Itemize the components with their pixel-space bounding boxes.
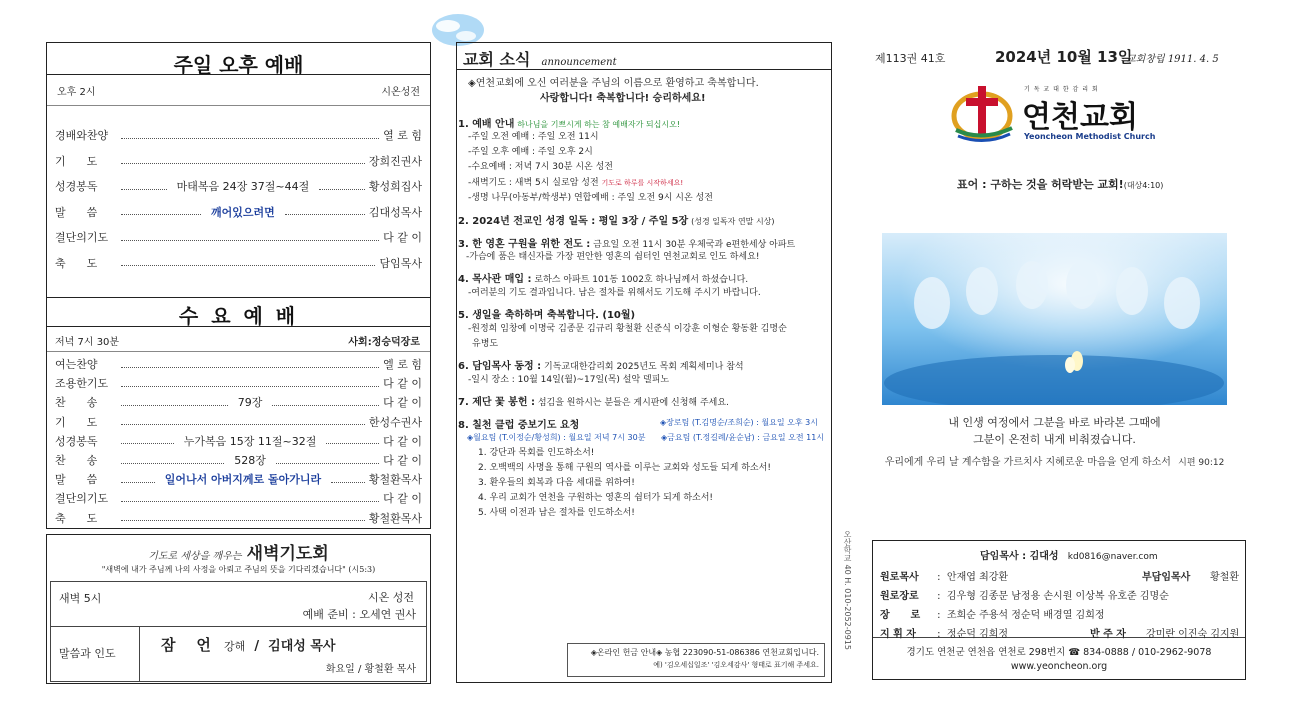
staff-role: 원로목사 bbox=[880, 572, 919, 583]
senior-label: 담임목사 : bbox=[980, 551, 1030, 562]
offering-note: 예) '김오세십일조' '김오세감사' 형태로 표기해 주세요. bbox=[653, 661, 819, 669]
dawn-prayer-panel bbox=[46, 534, 431, 684]
leader-dots bbox=[326, 437, 379, 444]
program-item-person: 황성희집사 bbox=[368, 180, 423, 193]
motto-prefix: 표어 : bbox=[957, 178, 991, 191]
program-item-label: 기 도 bbox=[55, 154, 98, 168]
leader-dots bbox=[121, 234, 379, 241]
program-item-label: 축 도 bbox=[55, 256, 98, 270]
staff-row bbox=[880, 606, 1105, 621]
prayer-2: 3. 환우들의 회복과 다음 세대를 위하여! bbox=[478, 478, 635, 488]
prayer-4: 5. 사택 이전과 남은 절차를 인도하소서! bbox=[478, 508, 635, 518]
news-title: 교회 소식 bbox=[463, 50, 531, 69]
motto bbox=[957, 176, 1163, 192]
colon: : bbox=[934, 572, 947, 583]
s5-line-2: 유병도 bbox=[472, 339, 499, 349]
program-item-label: 성경봉독 bbox=[55, 434, 98, 448]
cover-verse-text: 우리에게 우리 날 계수함을 가르치사 지혜로운 마음을 얻게 하소서 bbox=[884, 457, 1171, 468]
welcome-line: ◈연천교회에 오신 여러분을 주님의 이름으로 환영하고 축복합니다. bbox=[468, 78, 759, 89]
team-monday: ◈월요팀 (T.이정순/황성희) : 월요일 저녁 7시 30분 bbox=[467, 433, 646, 442]
program-row bbox=[55, 127, 422, 143]
leader-dots bbox=[121, 183, 167, 190]
prayer-1: 2. 오백백의 사명을 통해 구원의 역사를 이루는 교회와 성도들 되게 하소서! bbox=[478, 463, 771, 473]
s1-line-2: -수요예배 : 저녁 7시 30분 시온 성전 bbox=[468, 162, 613, 172]
news-section-5 bbox=[458, 306, 635, 321]
program-row bbox=[55, 394, 422, 410]
leader-dots bbox=[121, 476, 155, 483]
colon: : bbox=[934, 591, 947, 602]
program-item-person: 다 같 이 bbox=[383, 231, 422, 244]
program-item-person: 김대성목사 bbox=[368, 205, 422, 219]
dawn-place: 시온 성전 bbox=[367, 591, 414, 604]
s7-head: 7. 제단 꽃 봉헌 : bbox=[458, 397, 535, 408]
leader-dots bbox=[121, 380, 379, 387]
program-row bbox=[55, 356, 422, 372]
prayer-3: 4. 우리 교회가 연천을 구원하는 영혼의 쉼터가 되게 하소서! bbox=[478, 493, 714, 503]
news-section-8 bbox=[458, 416, 579, 431]
leader-dots bbox=[121, 514, 365, 521]
divider bbox=[457, 69, 831, 70]
church-emblem-icon bbox=[948, 80, 1020, 146]
s1-line-0: -주일 오전 예배 : 주일 오전 11시 bbox=[468, 132, 599, 142]
s6-line: -일시 장소 : 10월 14일(월)~17일(목) 설악 델피노 bbox=[468, 375, 670, 385]
program-row bbox=[55, 229, 422, 245]
program-item-label: 조용한기도 bbox=[55, 377, 109, 391]
poem-line-2: 그분이 온전히 내게 비춰졌습니다. bbox=[973, 433, 1136, 446]
program-item-detail: 528장 bbox=[234, 454, 266, 467]
news-section-2 bbox=[458, 212, 775, 227]
news-section-7 bbox=[458, 393, 729, 408]
divider bbox=[51, 626, 426, 627]
leader-dots bbox=[121, 399, 228, 406]
s3-line: -가슴에 품은 태신자를 가장 편안한 영혼의 쉼터인 연천교회로 인도 하세요! bbox=[466, 252, 760, 262]
wednesday-leader: 사회:정승덕장로 bbox=[348, 337, 420, 348]
prayer-0: 1. 강단과 목회를 인도하소서! bbox=[478, 448, 595, 458]
motto-text: 구하는 것을 허락받는 교회! bbox=[990, 178, 1124, 191]
colon: : bbox=[934, 610, 947, 621]
welcome-blessing: 사랑합니다! 축복합니다! 승리하세요! bbox=[540, 93, 706, 104]
divider bbox=[139, 626, 140, 681]
staff-row bbox=[880, 625, 1240, 640]
dawn-lecture-word: 강해 bbox=[223, 640, 246, 653]
s2-note: (성경 일독자 연말 시상) bbox=[691, 217, 775, 226]
s2-text: 2. 2024년 전교인 성경 일독 : 평일 3장 / 주일 5장 bbox=[458, 216, 689, 227]
program-item-person: 엘 로 힘 bbox=[383, 358, 422, 371]
program-item-label: 찬 송 bbox=[55, 454, 98, 467]
slash: / bbox=[254, 639, 260, 654]
s1-line-4: -생명 나무(아동부/학생부) 연합예배 : 주일 오전 9시 시온 성전 bbox=[468, 193, 713, 203]
program-item-person: 황철환목사 bbox=[368, 511, 422, 525]
program-item-person: 한성수권사 bbox=[368, 415, 422, 429]
program-item-person: 다 같 이 bbox=[383, 396, 422, 410]
dawn-time: 새벽 5시 bbox=[59, 592, 102, 605]
program-item-person: 다 같 이 bbox=[383, 454, 422, 467]
leader-dots bbox=[121, 495, 379, 502]
divider bbox=[47, 351, 430, 352]
program-item-label: 말 씀 bbox=[55, 205, 98, 219]
s3-text: 금요일 오전 11시 30분 우체국과 e편한세상 아파트 bbox=[593, 240, 796, 250]
staff-role: 지 휘 자 bbox=[880, 629, 916, 640]
news-offering-box bbox=[567, 643, 825, 677]
leader-dots bbox=[285, 208, 365, 215]
colon: : bbox=[934, 629, 947, 640]
program-row bbox=[55, 255, 422, 271]
leader-dots bbox=[331, 476, 365, 483]
s1-line-3-row bbox=[468, 176, 683, 190]
program-item-label: 찬 송 bbox=[55, 396, 98, 410]
senior-email: kd0816@naver.com bbox=[1067, 552, 1158, 562]
staff-names: 강미란 이진숙 김지원 bbox=[1146, 629, 1240, 640]
dawn-word-label: 말씀과 인도 bbox=[59, 647, 116, 660]
address: 경기도 연천군 연천읍 연천로 298번지 ☎ 834-0888 / 010-2962-9078 bbox=[906, 647, 1212, 658]
leader-dots bbox=[121, 418, 365, 425]
program-item-label: 결단의기도 bbox=[55, 231, 109, 244]
s1-note: 하나님을 기쁘시게 하는 참 예배자가 되십시오! bbox=[517, 120, 681, 129]
leader-dots bbox=[121, 157, 365, 164]
church-name-en: Yeoncheon Methodist Church bbox=[1024, 132, 1156, 141]
program-item-label: 결단의기도 bbox=[55, 492, 109, 506]
s7-text: 섬김을 원하시는 분들은 게시판에 신청해 주세요. bbox=[537, 398, 729, 408]
staff-names: 황철환 bbox=[1210, 572, 1239, 583]
news-title-en: announcement bbox=[541, 57, 617, 68]
program-item-detail: 마태복음 24장 37절~44절 bbox=[176, 180, 310, 193]
church-logo bbox=[948, 80, 1198, 148]
s5-line: -원정희 임창예 이명국 김종문 김규리 황철환 신준식 이강훈 이형순 황동환 김명순 bbox=[468, 324, 787, 334]
program-item-label: 말 씀 bbox=[55, 473, 98, 487]
program-row bbox=[55, 471, 422, 487]
dawn-book: 잠 언 bbox=[161, 636, 211, 654]
program-item-label: 여는찬양 bbox=[55, 358, 98, 371]
denomination: 기 독 교 대 한 감 리 회 bbox=[1024, 86, 1099, 93]
program-item-detail: 79장 bbox=[237, 396, 263, 410]
leader-dots bbox=[121, 437, 174, 444]
program-item-detail: 누가복음 15장 11절~32절 bbox=[183, 434, 317, 448]
divider bbox=[47, 74, 430, 75]
divider bbox=[47, 105, 430, 106]
s1-line-3: -새벽기도 : 새벽 5시 실로암 성전 bbox=[468, 178, 599, 188]
dawn-kicker: 기도로 세상을 깨우는 bbox=[148, 551, 242, 562]
team-friday: ◈금요팀 (T.정길례/윤순남) : 금요일 오전 11시 bbox=[661, 433, 825, 442]
program-row bbox=[55, 178, 422, 194]
leader-dots bbox=[121, 361, 379, 368]
program-item-label: 성경봉독 bbox=[55, 180, 98, 193]
program-item-person: 다 같 이 bbox=[383, 492, 422, 506]
wednesday-title: 수 요 예 배 bbox=[178, 304, 299, 328]
dawn-sub: 화요일 / 황철환 목사 bbox=[325, 664, 416, 675]
news-section-6 bbox=[458, 357, 744, 372]
s1-line-1: -주일 오후 예배 : 주일 오후 2시 bbox=[468, 147, 593, 157]
program-row bbox=[55, 452, 422, 468]
side-vertical-text: 오산학교 40 H. 010-2052-0915 bbox=[843, 530, 852, 650]
program-item-detail: 깨어있으려면 bbox=[211, 205, 275, 219]
motto-ref: (대상4:10) bbox=[1123, 181, 1164, 190]
staff-role: 장 로 bbox=[880, 610, 921, 621]
news-section-1 bbox=[458, 115, 680, 130]
s1-dawn-note: 기도로 하루를 시작하세요! bbox=[601, 179, 684, 187]
program-item-label: 경배와찬양 bbox=[55, 129, 109, 142]
team-elders: ◈장로팀 (T.김명순/조희순) : 월요일 오후 3시 bbox=[660, 418, 818, 427]
program-row bbox=[55, 375, 422, 391]
dawn-title: 새벽기도회 bbox=[246, 544, 329, 564]
leader-dots bbox=[276, 457, 379, 464]
program-row bbox=[55, 433, 422, 449]
s6-head: 6. 담임목사 동정 : bbox=[458, 361, 542, 372]
program-item-person: 열 로 힘 bbox=[383, 129, 422, 142]
divider bbox=[47, 326, 430, 327]
program-row bbox=[55, 490, 422, 506]
news-header bbox=[463, 47, 617, 70]
s3-head: 3. 한 영혼 구원을 위한 전도 : bbox=[458, 239, 591, 250]
s1-head: 1. 예배 안내 bbox=[458, 119, 515, 130]
program-item-label: 축 도 bbox=[55, 511, 98, 525]
dawn-verse: "새벽에 내가 주님께 나의 사정을 아뢰고 주님의 뜻을 기다리겠습니다" (시5:3) bbox=[101, 565, 376, 574]
s4-text: 로하스 아파트 101동 1002호 하나님께서 하셨습니다. bbox=[534, 275, 749, 285]
founded: 교회창립 1911. 4. 5 bbox=[1126, 54, 1219, 65]
staff-names: 정순덕 김희정 bbox=[946, 629, 1009, 640]
website: www.yeoncheon.org bbox=[1010, 661, 1108, 672]
s6-text: 기독교대한감리회 2025년도 목회 계획세미나 참석 bbox=[544, 362, 744, 372]
church-name: 연천교회 bbox=[1022, 100, 1138, 135]
afternoon-worship-panel bbox=[46, 42, 431, 298]
dawn-header bbox=[47, 539, 430, 564]
leader-dots bbox=[121, 259, 375, 266]
bulletin-date: 2024년 10월 13일 bbox=[995, 48, 1133, 66]
leader-dots bbox=[272, 399, 379, 406]
program-item-person: 황철환목사 bbox=[368, 473, 423, 487]
leader-dots bbox=[319, 183, 365, 190]
leader-dots bbox=[121, 208, 201, 215]
program-item-detail: 일어나서 아버지께로 돌아가니라 bbox=[164, 473, 322, 487]
afternoon-title: 주일 오후 예배 bbox=[173, 53, 304, 77]
s5-head: 5. 생일을 축하하며 축복합니다. (10월) bbox=[458, 310, 636, 321]
cover-verse bbox=[882, 453, 1227, 468]
volume: 제113권 41호 bbox=[875, 52, 946, 65]
poem-line-1: 내 인생 여정에서 그분을 바로 바라본 그때에 bbox=[948, 416, 1161, 429]
s4-head: 4. 목사관 매입 : bbox=[458, 274, 532, 285]
dawn-info-box bbox=[50, 581, 427, 682]
leader-dots bbox=[121, 457, 224, 464]
program-row bbox=[55, 510, 422, 526]
program-item-label: 기 도 bbox=[55, 415, 98, 429]
senior-name: 김대성 bbox=[1029, 551, 1059, 562]
dawn-prep: 예배 준비 : 오세연 권사 bbox=[302, 608, 416, 621]
news-section-4 bbox=[458, 270, 748, 285]
staff-role: 반 주 자 bbox=[1090, 629, 1126, 640]
program-row bbox=[55, 153, 422, 169]
s4-line: -여러분의 기도 결과입니다. 남은 절차를 위해서도 기도해 주시기 바랍니다. bbox=[468, 288, 761, 298]
leader-dots bbox=[121, 132, 379, 139]
afternoon-time: 오후 2시 bbox=[57, 87, 96, 98]
staff-names: 김우형 김종문 남정용 손시원 이상복 유호준 김명순 bbox=[946, 591, 1169, 602]
program-row bbox=[55, 204, 422, 220]
offering-line: ◈온라인 헌금 안내◈ 농협 223090-51-086386 연천교회입니다. bbox=[590, 648, 819, 657]
cover-photo bbox=[882, 233, 1227, 405]
program-item-person: 다 같 이 bbox=[383, 434, 422, 448]
afternoon-place: 시온성전 bbox=[381, 87, 420, 98]
news-section-3 bbox=[458, 235, 795, 250]
cover-verse-ref: 시편 90:12 bbox=[1178, 458, 1225, 468]
program-row bbox=[55, 414, 422, 430]
staff-names: 조희순 주용석 정순덕 배경열 김희정 bbox=[946, 610, 1105, 621]
staff-row bbox=[880, 587, 1169, 602]
program-item-person: 장희진권사 bbox=[368, 154, 422, 168]
dawn-lecture bbox=[161, 634, 336, 655]
program-item-person: 담임목사 bbox=[379, 256, 422, 270]
wednesday-worship-panel bbox=[46, 297, 431, 529]
senior-pastor bbox=[980, 547, 1158, 562]
staff-row bbox=[880, 568, 1239, 583]
staff-role: 원로장로 bbox=[880, 591, 919, 602]
s8-head: 8. 칠천 클럽 중보기도 요청 bbox=[458, 420, 580, 431]
wednesday-time: 저녁 7시 30분 bbox=[55, 337, 120, 348]
staff-names: 안재엽 최강환 bbox=[946, 572, 1009, 583]
program-item-person: 다 같 이 bbox=[383, 377, 422, 391]
staff-role: 부담임목사 bbox=[1142, 572, 1191, 583]
dawn-lecturer: 김대성 목사 bbox=[268, 639, 336, 654]
